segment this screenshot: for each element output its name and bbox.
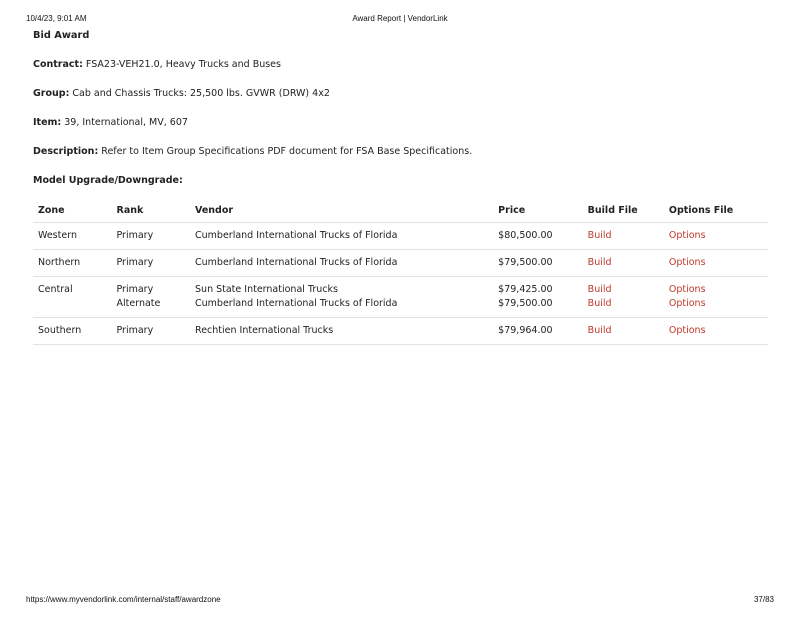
table-row [33,277,768,318]
contract-field [33,58,773,71]
model-upgrade-label: Model Upgrade/Downgrade: [33,175,183,186]
vendor-cell: Rechtien International Trucks [190,318,493,345]
build-file-link[interactable]: Build [587,284,612,295]
rank-alternate: Alternate [116,298,161,309]
zone-cell: Southern [33,318,112,345]
print-datetime: 10/4/23, 9:01 AM [26,14,87,23]
options-file-link[interactable]: Options [668,298,706,309]
description-value: Refer to Item Group Specifications PDF document for FSA Base Specifications. [98,146,473,157]
options-cell [664,250,768,277]
print-page-title: Award Report | VendorLink [352,14,448,23]
item-field [33,116,773,129]
vendor-primary: Sun State International Trucks [195,284,338,295]
contract-label: Contract: [33,59,83,70]
print-page-number: 37/83 [753,595,774,604]
header-vendor: Vendor [190,204,493,223]
rank-cell: Primary [112,250,191,277]
rank-primary: Primary [116,284,154,295]
build-file-link[interactable]: Build [587,230,612,241]
options-file-link[interactable]: Options [668,230,706,241]
table-header-row [33,204,768,223]
options-file-link[interactable]: Options [668,257,706,268]
header-options-file: Options File [664,204,768,223]
item-value: 39, International, MV, 607 [61,117,188,128]
vendor-cell: Cumberland International Trucks of Florida [190,250,493,277]
vendor-cell [190,277,493,318]
build-cell [583,223,664,250]
zone-cell: Western [33,223,112,250]
build-cell [583,318,664,345]
award-zone-table [33,204,768,345]
table-row [33,318,768,345]
item-label: Item: [33,117,62,128]
vendor-alternate: Cumberland International Trucks of Florida [195,298,398,309]
options-file-link[interactable]: Options [668,284,706,295]
group-label: Group: [33,88,70,99]
rank-cell [112,277,191,318]
header-rank: Rank [112,204,191,223]
award-report [33,29,773,336]
options-cell [664,223,768,250]
build-cell [583,277,664,318]
group-field [33,87,773,100]
zone-cell: Northern [33,250,112,277]
header-price: Price [493,204,583,223]
rank-cell: Primary [112,318,191,345]
contract-value: FSA23-VEH21.0, Heavy Trucks and Buses [82,59,281,70]
price-cell: $79,500.00 [493,250,583,277]
vendor-cell: Cumberland International Trucks of Florida [190,223,493,250]
print-footer [26,595,774,607]
options-cell [664,277,768,318]
description-label: Description: [33,146,99,157]
report-heading: Bid Award [33,30,90,41]
price-primary: $79,425.00 [498,284,553,295]
build-file-link[interactable]: Build [587,298,612,309]
description-field [33,145,773,158]
build-cell [583,250,664,277]
price-cell: $80,500.00 [493,223,583,250]
price-cell [493,277,583,318]
price-cell: $79,964.00 [493,318,583,345]
group-value: Cab and Chassis Trucks: 25,500 lbs. GVWR (DRW) 4x2 [69,88,330,99]
options-cell [664,318,768,345]
print-url: https://www.myvendorlink.com/internal/staff/awardzone [26,595,221,604]
rank-cell: Primary [112,223,191,250]
build-file-link[interactable]: Build [587,257,612,268]
price-alternate: $79,500.00 [498,298,553,309]
model-upgrade-field [33,174,773,187]
table-row [33,223,768,250]
build-file-link[interactable]: Build [587,325,612,336]
table-row [33,250,768,277]
header-build-file: Build File [583,204,664,223]
zone-cell: Central [33,277,112,318]
header-zone: Zone [33,204,112,223]
options-file-link[interactable]: Options [668,325,706,336]
print-header [26,14,774,26]
